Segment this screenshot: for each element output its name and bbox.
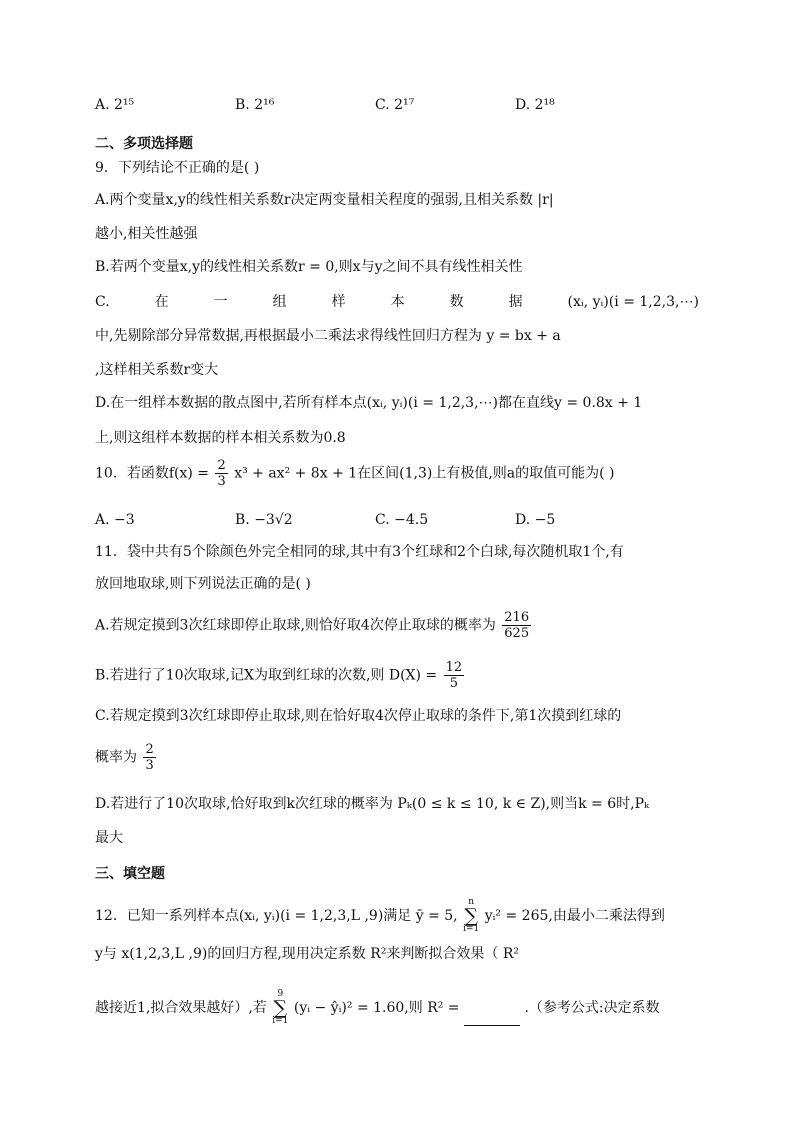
word: 据	[508, 294, 523, 310]
option-c-cont: ,这样相关系数r变大	[95, 362, 219, 378]
option: A. 2¹⁵	[95, 97, 135, 113]
sum-lower: i=1	[272, 1016, 289, 1026]
fraction	[143, 742, 155, 773]
fraction	[444, 660, 465, 691]
question-stem-cont: y与 x(1,2,3,L ,9)的回归方程,现用决定系数 R²来判断拟合效果（ R²	[95, 946, 520, 962]
stem-text: .（参考公式:决定系数	[524, 1000, 660, 1016]
section-heading: 三、填空题	[95, 866, 165, 882]
option-a	[95, 610, 533, 641]
option: B. −3√2	[235, 512, 293, 528]
option-d-cont: 最大	[95, 830, 123, 846]
word: 本	[390, 294, 405, 310]
option-c-cont	[95, 742, 158, 773]
option-c	[95, 292, 699, 312]
question-stem-cont: 放回地取球,则下列说法正确的是( )	[95, 576, 311, 592]
denominator: 5	[449, 676, 459, 691]
stem-text: x³ + ax² + 8x + 1在区间(1,3)上有极值,则a的取值可能为( )	[234, 465, 615, 482]
option-d: D.在一组样本数据的散点图中,若所有样本点(xᵢ, yᵢ)(i = 1,2,3,⋯)都在直线y = 0.8x + 1	[95, 395, 643, 411]
stem-text: yᵢ² = 265,由最小二乘法得到	[484, 908, 665, 924]
stem-text: 12．已知一系列样本点(xᵢ, yᵢ)(i = 1,2,3,L ,9)满足 ȳ = 5,	[95, 908, 458, 924]
question-stem	[95, 458, 615, 489]
numerator: 2	[145, 742, 154, 757]
summation	[272, 990, 288, 1026]
summation	[463, 898, 479, 934]
option: B. 2¹⁶	[235, 97, 275, 113]
numerator: 12	[445, 660, 463, 675]
word: 一	[213, 294, 228, 310]
option: D. 2¹⁸	[515, 97, 555, 113]
word: 样	[331, 294, 346, 310]
option-c: C.若规定摸到3次红球即停止取球,则在恰好取4次停止取球的条件下,第1次摸到红球的	[95, 708, 622, 724]
denominator: 3	[217, 474, 226, 489]
sum-upper: 9	[277, 989, 284, 999]
question-stem: 9．下列结论不正确的是( )	[95, 160, 260, 176]
numerator: 216	[504, 610, 530, 625]
stem-text: 越接近1,拟合效果越好）,若	[95, 1000, 267, 1016]
option-text: B.若进行了10次取球,记X为取到红球的次数,则 D(X) =	[95, 667, 438, 684]
option-a-cont: 越小,相关性越强	[95, 226, 198, 242]
option-b	[95, 660, 466, 691]
question-stem-cont	[95, 990, 660, 1026]
option-text: 概率为	[95, 749, 137, 766]
option: C. −4.5	[375, 512, 429, 528]
word: 组	[272, 294, 287, 310]
fraction	[502, 610, 531, 641]
q8-options	[95, 95, 699, 115]
option: C. 2¹⁷	[375, 97, 415, 113]
section-heading: 二、多项选择题	[95, 136, 193, 152]
option-a: A.两个变量x,y的线性相关系数r决定两变量相关程度的强弱,且相关系数 |r|	[95, 192, 554, 208]
question-stem: 11．袋中共有5个除颜色外完全相同的球,其中有3个红球和2个白球,每次随机取1个,有	[95, 544, 624, 560]
denominator: 3	[145, 758, 154, 773]
option-d: D.若进行了10次取球,恰好取到k次红球的概率为 Pₖ(0 ≤ k ≤ 10, k ∈ Z),则当k = 6时,Pₖ	[95, 796, 650, 812]
stem-text: 10．若函数f(x) =	[95, 465, 209, 482]
answer-blank[interactable]	[464, 1011, 520, 1026]
option: D. −5	[515, 512, 556, 528]
sigma-symbol: ∑	[273, 997, 288, 1019]
option-text: A.若规定摸到3次红球即停止取球,则恰好取4次停止取球的概率为	[95, 617, 496, 634]
word: (xᵢ, yᵢ)(i = 1,2,3,⋯)	[567, 294, 699, 310]
sigma-symbol: ∑	[464, 905, 478, 927]
word: 在	[154, 294, 169, 310]
option-b: B.若两个变量x,y的线性相关系数r = 0,则x与y之间不具有线性相关性	[95, 259, 523, 275]
option-c-cont: 中,先剔除部分异常数据,再根据最小二乘法求得线性回归方程为 y = bx + a	[95, 328, 561, 344]
denominator: 625	[504, 626, 530, 641]
option: A. −3	[95, 512, 135, 528]
numerator: 2	[217, 458, 226, 473]
q10-options	[95, 510, 699, 530]
word: 数	[449, 294, 464, 310]
stem-text: (yᵢ − ŷᵢ)² = 1.60,则 R² =	[293, 1000, 460, 1016]
question-stem	[95, 898, 665, 934]
sum-upper: n	[468, 897, 475, 907]
word: C.	[95, 294, 110, 310]
option-d-cont: 上,则这组样本数据的样本相关系数为0.8	[95, 430, 346, 446]
fraction	[215, 458, 227, 489]
sum-lower: i=1	[463, 924, 480, 934]
